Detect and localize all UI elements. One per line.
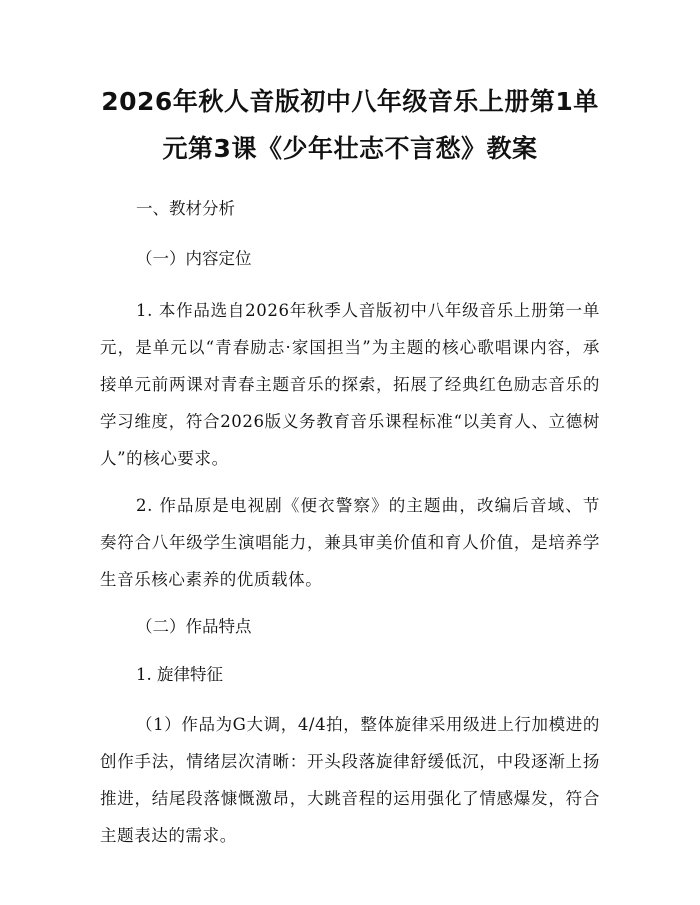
subsection-heading-work-features: （二）作品特点	[136, 617, 252, 636]
subsection-heading-content-positioning: （一）内容定位	[136, 249, 252, 268]
title-line-1: 2026年秋人音版初中八年级音乐上册第1单	[101, 87, 599, 116]
paragraph-melody-features-1: （1）作品为G大调，4/4拍，整体旋律采用级进上行加模进的创作手法，情绪层次清晰：开头段落旋律舒缓低沉，中段逐渐上扬推进，结尾段落慷慨激昂，大跳音程的运用强化了情感爆发，符合主题表达的需求。	[100, 715, 600, 845]
paragraph-content-positioning-1: 1. 本作品选自2026年秋季人音版初中八年级音乐上册第一单元，是单元以“青春励志·家国担当”为主题的核心歌唱课内容，承接单元前两课对青春主题音乐的探索，拓展了经典红色励志音乐的学习维度，符合2026版义务教育音乐课程标准“以美育人、立德树人”的核心要求。	[100, 301, 600, 468]
section-heading-textbook-analysis: 一、教材分析	[136, 199, 235, 218]
title-line-2: 元第3课《少年壮志不言愁》教案	[162, 134, 538, 163]
paragraph-content-positioning-2: 2. 作品原是电视剧《便衣警察》的主题曲，改编后音域、节奏符合八年级学生演唱能力，兼具审美价值和育人价值，是培养学生音乐核心素养的优质载体。	[100, 496, 600, 589]
document-title	[100, 78, 600, 172]
item-heading-melody-features: 1. 旋律特征	[136, 665, 223, 684]
